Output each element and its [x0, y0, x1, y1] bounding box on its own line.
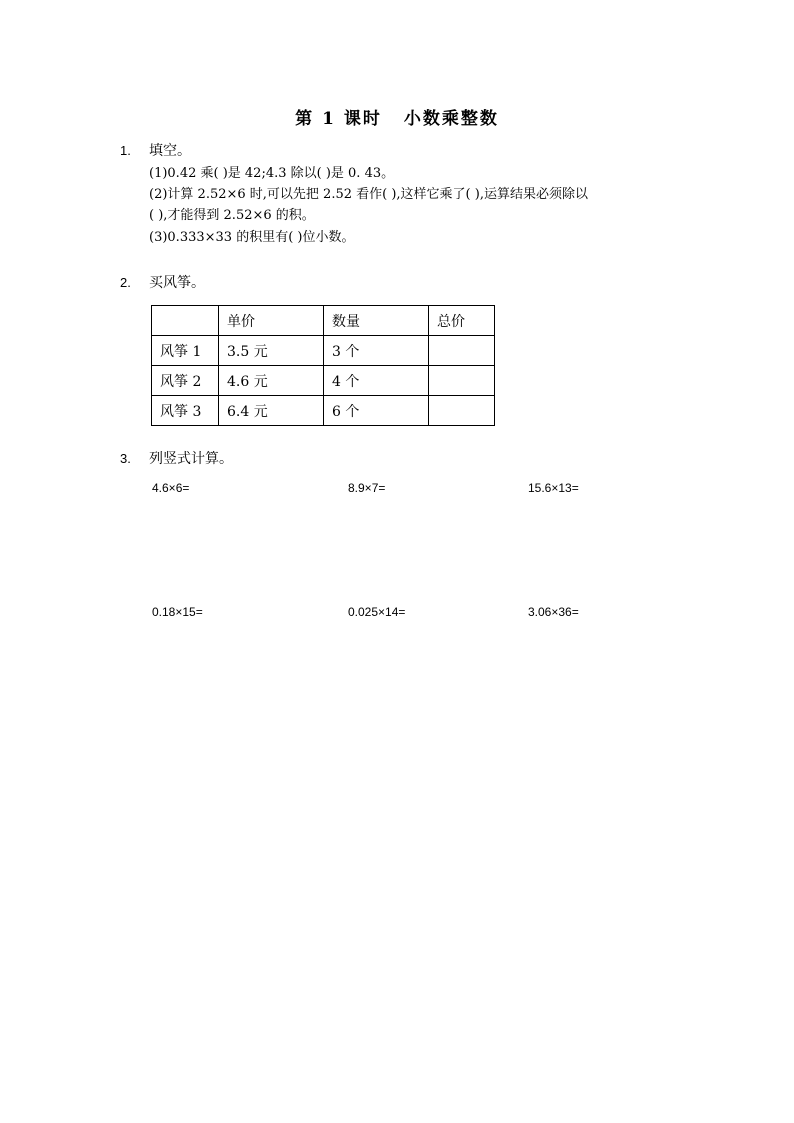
table-row: [152, 336, 495, 366]
calc-problem: 0.18×15=: [152, 605, 203, 619]
table-row: [152, 366, 495, 396]
table-header-cell: 单价: [219, 306, 324, 336]
question-3-number: 3.: [120, 451, 131, 466]
table-header-cell: 数量: [324, 306, 429, 336]
table-cell: 6.4 元: [219, 396, 324, 426]
answer-cell[interactable]: [429, 396, 495, 426]
table-header-cell: 总价: [429, 306, 495, 336]
table-row: [152, 396, 495, 426]
table-cell: 3.5 元: [219, 336, 324, 366]
calc-problem: 4.6×6=: [152, 481, 190, 495]
question-2-heading: 买风筝。: [149, 275, 205, 291]
table-cell: 风筝 3: [152, 396, 219, 426]
table-cell: 4 个: [324, 366, 429, 396]
kite-price-table: [151, 305, 495, 426]
question-1-line-3: ( ),才能得到 2.52×6 的积。: [149, 208, 315, 223]
question-1-number: 1.: [120, 143, 131, 158]
table-cell: 风筝 2: [152, 366, 219, 396]
answer-cell[interactable]: [429, 366, 495, 396]
table-cell: 风筝 1: [152, 336, 219, 366]
table-cell: 6 个: [324, 396, 429, 426]
calc-problem: 3.06×36=: [528, 605, 579, 619]
question-2-number: 2.: [120, 275, 131, 290]
page-title: [0, 104, 794, 129]
question-1-heading: 填空。: [149, 143, 191, 159]
calc-problem: 15.6×13=: [528, 481, 579, 495]
question-1-line-4: (3)0.333×33 的积里有( )位小数。: [149, 230, 355, 245]
answer-cell[interactable]: [429, 336, 495, 366]
lesson-label: 第 1 课时: [295, 109, 382, 129]
question-1-line-1: (1)0.42 乘( )是 42;4.3 除以( )是 0. 43。: [149, 166, 395, 181]
question-1-line-2: (2)计算 2.52×6 时,可以先把 2.52 看作( ),这样它乘了( ),运算结果必须除以: [149, 187, 588, 202]
table-cell: 3 个: [324, 336, 429, 366]
table-header-cell: [152, 306, 219, 336]
lesson-topic: 小数乘整数: [403, 109, 499, 129]
table-header-row: [152, 306, 495, 336]
calc-problem: 0.025×14=: [348, 605, 406, 619]
table-cell: 4.6 元: [219, 366, 324, 396]
calc-problem: 8.9×7=: [348, 481, 386, 495]
question-3-heading: 列竖式计算。: [149, 451, 233, 467]
